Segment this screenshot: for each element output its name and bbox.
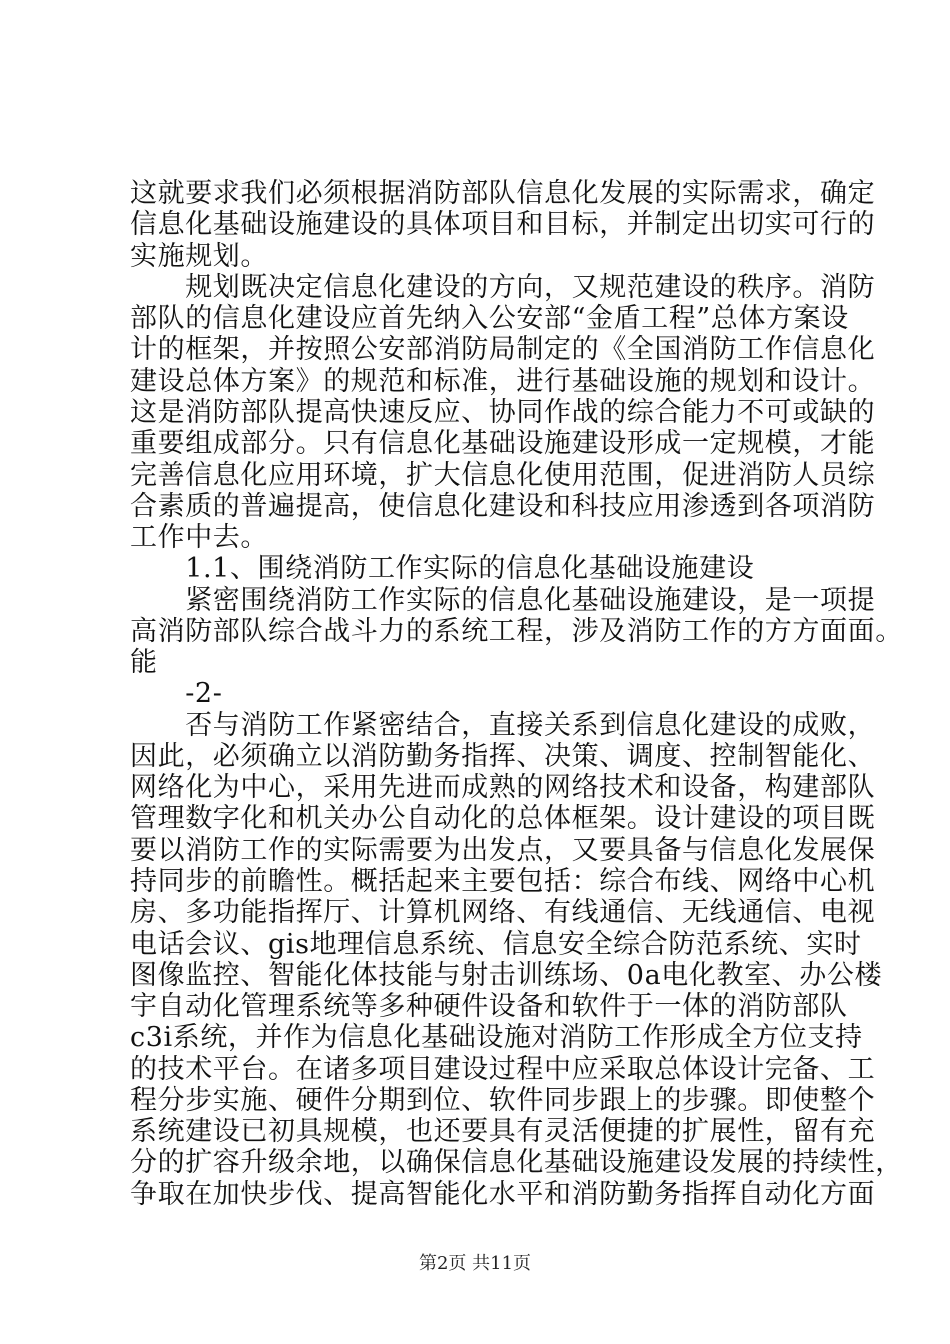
paragraph-line: 这就要求我们必须根据消防部队信息化发展的实际需求，确定 xyxy=(130,178,876,209)
paragraph-line: 工作中去。 xyxy=(130,522,268,553)
paragraph-line: 系统建设已初具规模，也还要具有灵活便捷的扩展性，留有充 xyxy=(130,1116,876,1147)
paragraph-line: 规划既决定信息化建设的方向，又规范建设的秩序。消防 xyxy=(130,272,876,303)
paragraph-line: 图像监控、智能化体技能与射击训练场、0a电化教室、办公楼 xyxy=(130,960,883,991)
paragraph-line: 计的框架，并按照公安部消防局制定的《全国消防工作信息化 xyxy=(130,334,876,365)
paragraph-line: 的技术平台。在诸多项目建设过程中应采取总体设计完备、工 xyxy=(130,1054,876,1085)
paragraph-line: 部队的信息化建设应首先纳入公安部“金盾工程”总体方案设 xyxy=(130,303,849,334)
page-footer: 第2页 共11页 xyxy=(418,1253,532,1274)
paragraph-line: 高消防部队综合战斗力的系统工程，涉及消防工作的方方面面。 xyxy=(130,616,903,647)
paragraph-line: 因此，必须确立以消防勤务指挥、决策、调度、控制智能化、 xyxy=(130,741,876,772)
paragraph-line: 这是消防部队提高快速反应、协同作战的综合能力不可或缺的 xyxy=(130,397,876,428)
section-heading: 1.1、围绕消防工作实际的信息化基础设施建设 xyxy=(130,553,755,584)
paragraph-line: 要以消防工作的实际需要为出发点，又要具备与信息化发展保 xyxy=(130,835,876,866)
paragraph-line: 信息化基础设施建设的具体项目和目标，并制定出切实可行的 xyxy=(130,209,876,240)
paragraph-line: 争取在加快步伐、提高智能化水平和消防勤务指挥自动化方面 xyxy=(130,1179,876,1210)
paragraph-line: 房、多功能指挥厅、计算机网络、有线通信、无线通信、电视 xyxy=(130,897,876,928)
paragraph-line: 完善信息化应用环境，扩大信息化使用范围，促进消防人员综 xyxy=(130,460,876,491)
paragraph-line: 宇自动化管理系统等多种硬件设备和软件于一体的消防部队 xyxy=(130,991,848,1022)
inline-page-number: -2- xyxy=(130,678,223,709)
paragraph-line: 紧密围绕消防工作实际的信息化基础设施建设，是一项提 xyxy=(130,585,876,616)
paragraph-line: 网络化为中心，采用先进而成熟的网络技术和设备，构建部队 xyxy=(130,772,876,803)
paragraph-line: 建设总体方案》的规范和标准，进行基础设施的规划和设计。 xyxy=(130,366,876,397)
paragraph-line: 实施规划。 xyxy=(130,241,268,272)
paragraph-line: c3i系统，并作为信息化基础设施对消防工作形成全方位支持 xyxy=(130,1022,863,1053)
paragraph-line: 合素质的普遍提高，使信息化建设和科技应用渗透到各项消防 xyxy=(130,491,876,522)
paragraph-line: 分的扩容升级余地，以确保信息化基础设施建设发展的持续性， xyxy=(130,1147,903,1178)
paragraph-line: 能 xyxy=(130,647,158,678)
paragraph-line: 否与消防工作紧密结合，直接关系到信息化建设的成败， xyxy=(130,710,876,741)
paragraph-line: 电话会议、gis地理信息系统、信息安全综合防范系统、实时 xyxy=(130,929,862,960)
paragraph-line: 重要组成部分。只有信息化基础设施建设形成一定规模，才能 xyxy=(130,428,876,459)
paragraph-line: 管理数字化和机关办公自动化的总体框架。设计建设的项目既 xyxy=(130,803,876,834)
paragraph-line: 程分步实施、硬件分期到位、软件同步跟上的步骤。即使整个 xyxy=(130,1085,876,1116)
paragraph-line: 持同步的前瞻性。概括起来主要包括：综合布线、网络中心机 xyxy=(130,866,876,897)
